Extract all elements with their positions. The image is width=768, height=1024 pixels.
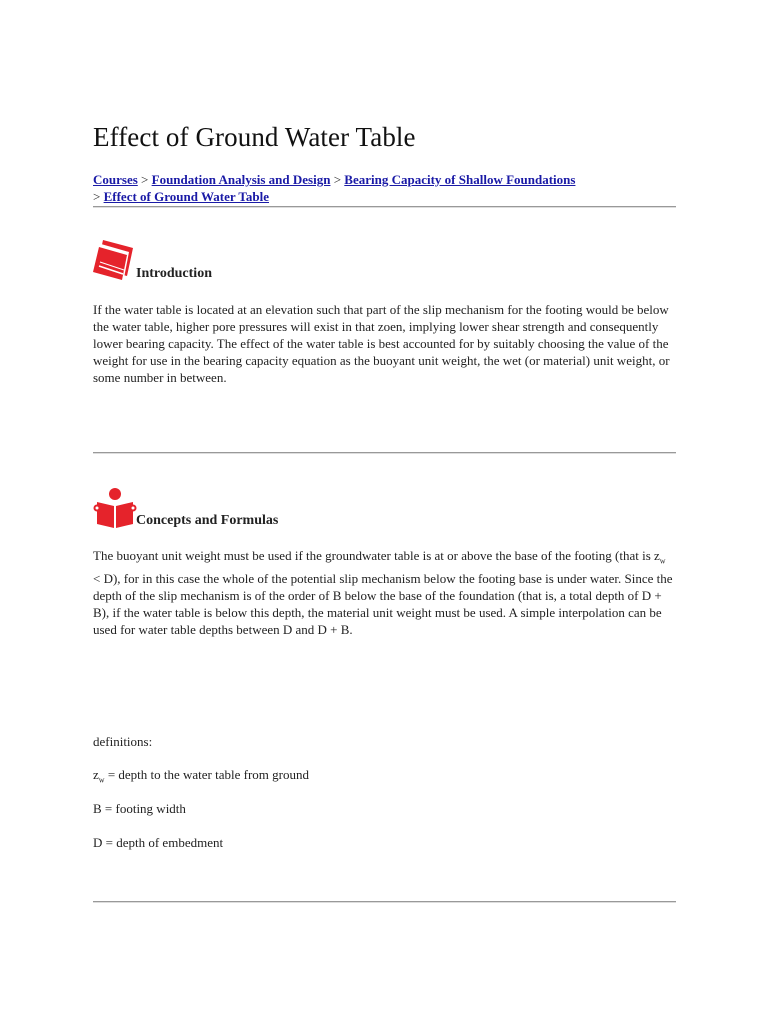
page-title: Effect of Ground Water Table xyxy=(93,122,416,152)
breadcrumb-separator: > xyxy=(141,172,149,187)
concepts-text-part1: The buoyant unit weight must be used if the groundwater table is at or above the base of the footing (that is z xyxy=(93,548,660,563)
breadcrumb xyxy=(93,171,676,205)
zw-description: = depth to the water table from ground xyxy=(104,767,310,782)
concepts-header xyxy=(93,488,676,536)
breadcrumb-link-courses[interactable]: Courses xyxy=(93,172,138,187)
definition-zw xyxy=(93,766,309,789)
reader-icon xyxy=(93,488,137,530)
divider xyxy=(93,452,676,454)
concepts-subscript: w xyxy=(659,556,666,566)
zw-symbol: z xyxy=(93,767,99,782)
concepts-title: Concepts and Formulas xyxy=(136,513,279,528)
divider xyxy=(93,206,676,208)
definition-b: B = footing width xyxy=(93,801,186,816)
definitions-heading: definitions: xyxy=(93,734,153,749)
breadcrumb-link-foundation-analysis[interactable]: Foundation Analysis and Design xyxy=(151,172,331,187)
introduction-title: Introduction xyxy=(136,266,212,281)
zw-subscript: w xyxy=(98,775,105,785)
breadcrumb-link-bearing-capacity[interactable]: Bearing Capacity of Shallow Foundations xyxy=(344,172,576,187)
introduction-header xyxy=(93,238,676,286)
introduction-paragraph: If the water table is located at an elevation such that part of the slip mechanism for the footing would be below the water table, higher pore pressures will exist in that zoen, implying lower shear strength and consequently lower bearing capacity. The effect of the water table is best accounted for by suitably choosing the value of the weight for use in the bearing capacity equation as the buoyant unit weight, the wet (or material) unit weight, or some number in between. xyxy=(93,302,670,385)
concepts-paragraph xyxy=(93,547,676,638)
divider xyxy=(93,901,676,903)
breadcrumb-separator: > xyxy=(333,172,342,187)
concepts-text-part2: < D), for in this case the whole of the potential slip mechanism below the footing base is under water. Since the depth of the slip mechanism is of the order of B below the base of the foundation (that is, a total depth of D + B), if the water table is below this depth, the material unit weight must be used. A simple interpolation can be used for water table depths between D and D + B. xyxy=(93,570,673,637)
book-icon xyxy=(93,238,137,282)
breadcrumb-separator: > xyxy=(93,189,101,204)
definition-d: D = depth of embedment xyxy=(93,835,224,850)
breadcrumb-link-current-page[interactable]: Effect of Ground Water Table xyxy=(103,189,269,204)
